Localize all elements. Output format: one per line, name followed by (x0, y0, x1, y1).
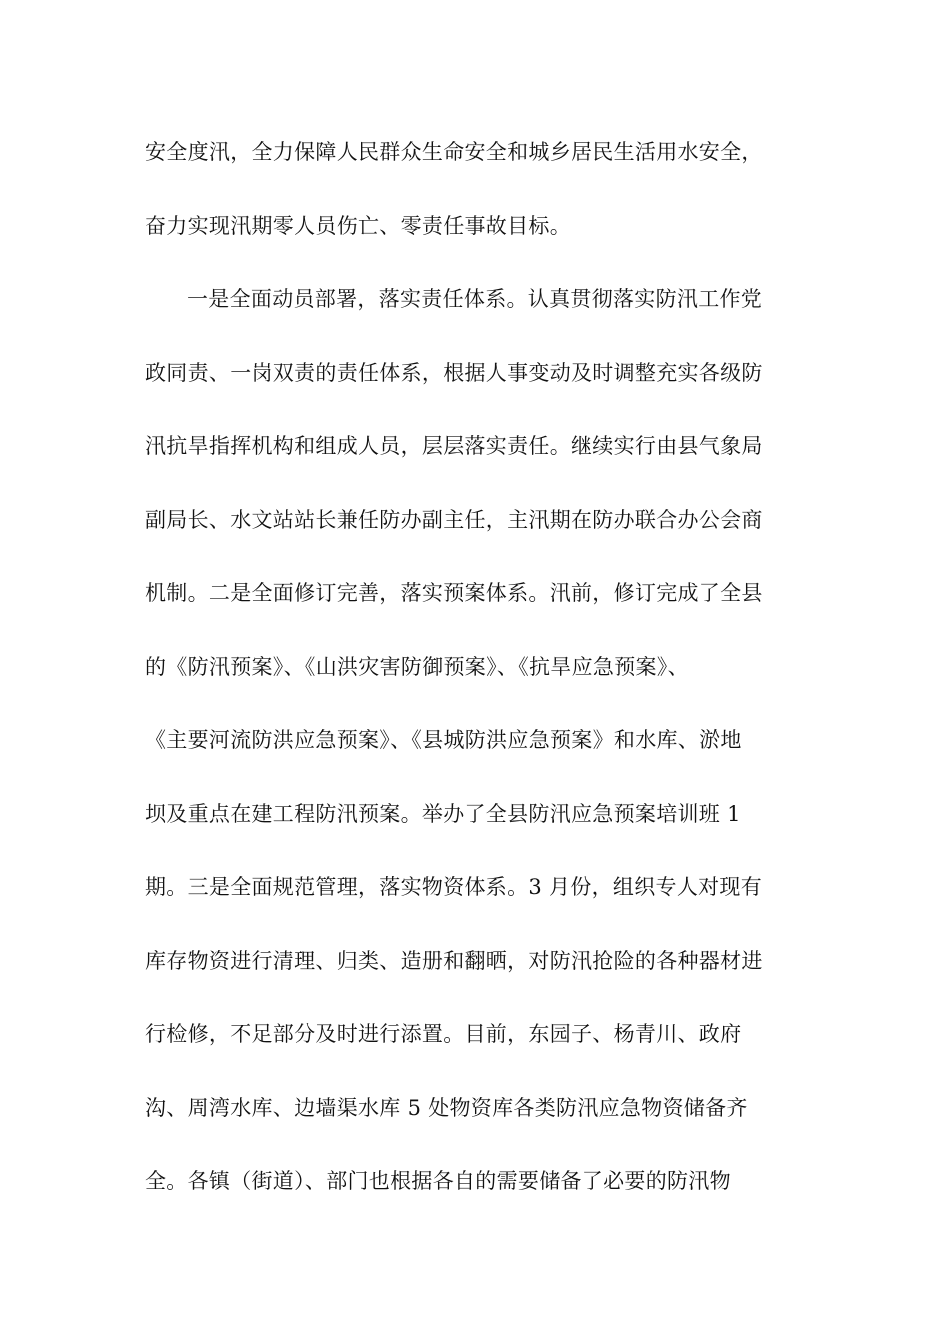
text-line: 坝及重点在建工程防汛预案。举办了全县防汛应急预案培训班 1 (145, 801, 741, 826)
text-line: 行检修，不足部分及时进行添置。目前，东园子、杨青川、政府 (145, 1022, 742, 1046)
text-line: 安全度汛，全力保障人民群众生命安全和城乡居民生活用水安全， (145, 140, 763, 164)
text-line: 库存物资进行清理、归类、造册和翻晒，对防汛抢险的各种器材进 (145, 948, 763, 973)
text-line: 奋力实现汛期零人员伤亡、零责任事故目标。 (145, 213, 571, 238)
text-line: 全。各镇（街道）、部门也根据各自的需要储备了必要的防汛物 (145, 1169, 731, 1193)
paragraph-first-line: 一是全面动员部署，落实责任体系。认真贯彻落实防汛工作党 (187, 287, 763, 311)
text-line: 汛抗旱指挥机构和组成人员，层层落实责任。继续实行由县气象局 (145, 434, 763, 458)
text-line: 机制。二是全面修订完善，落实预案体系。汛前，修订完成了全县 (145, 581, 763, 605)
text-line: 沟、周湾水库、边墙渠水库 5 处物资库各类防汛应急物资储备齐 (145, 1095, 748, 1120)
text-line: 副局长、水文站站长兼任防办副主任，主汛期在防办联合办公会商 (145, 507, 763, 532)
text-line: 《主要河流防洪应急预案》、《县城防洪应急预案》和水库、淤地 (145, 728, 742, 752)
body-text (145, 136, 805, 1239)
text-line: 政同责、一岗双责的责任体系，根据人事变动及时调整充实各级防 (145, 360, 763, 385)
text-line: 的《防汛预案》、《山洪灾害防御预案》、《抗旱应急预案》、 (145, 654, 689, 679)
text-line: 期。三是全面规范管理，落实物资体系。3 月份，组织专人对现有 (145, 875, 763, 899)
